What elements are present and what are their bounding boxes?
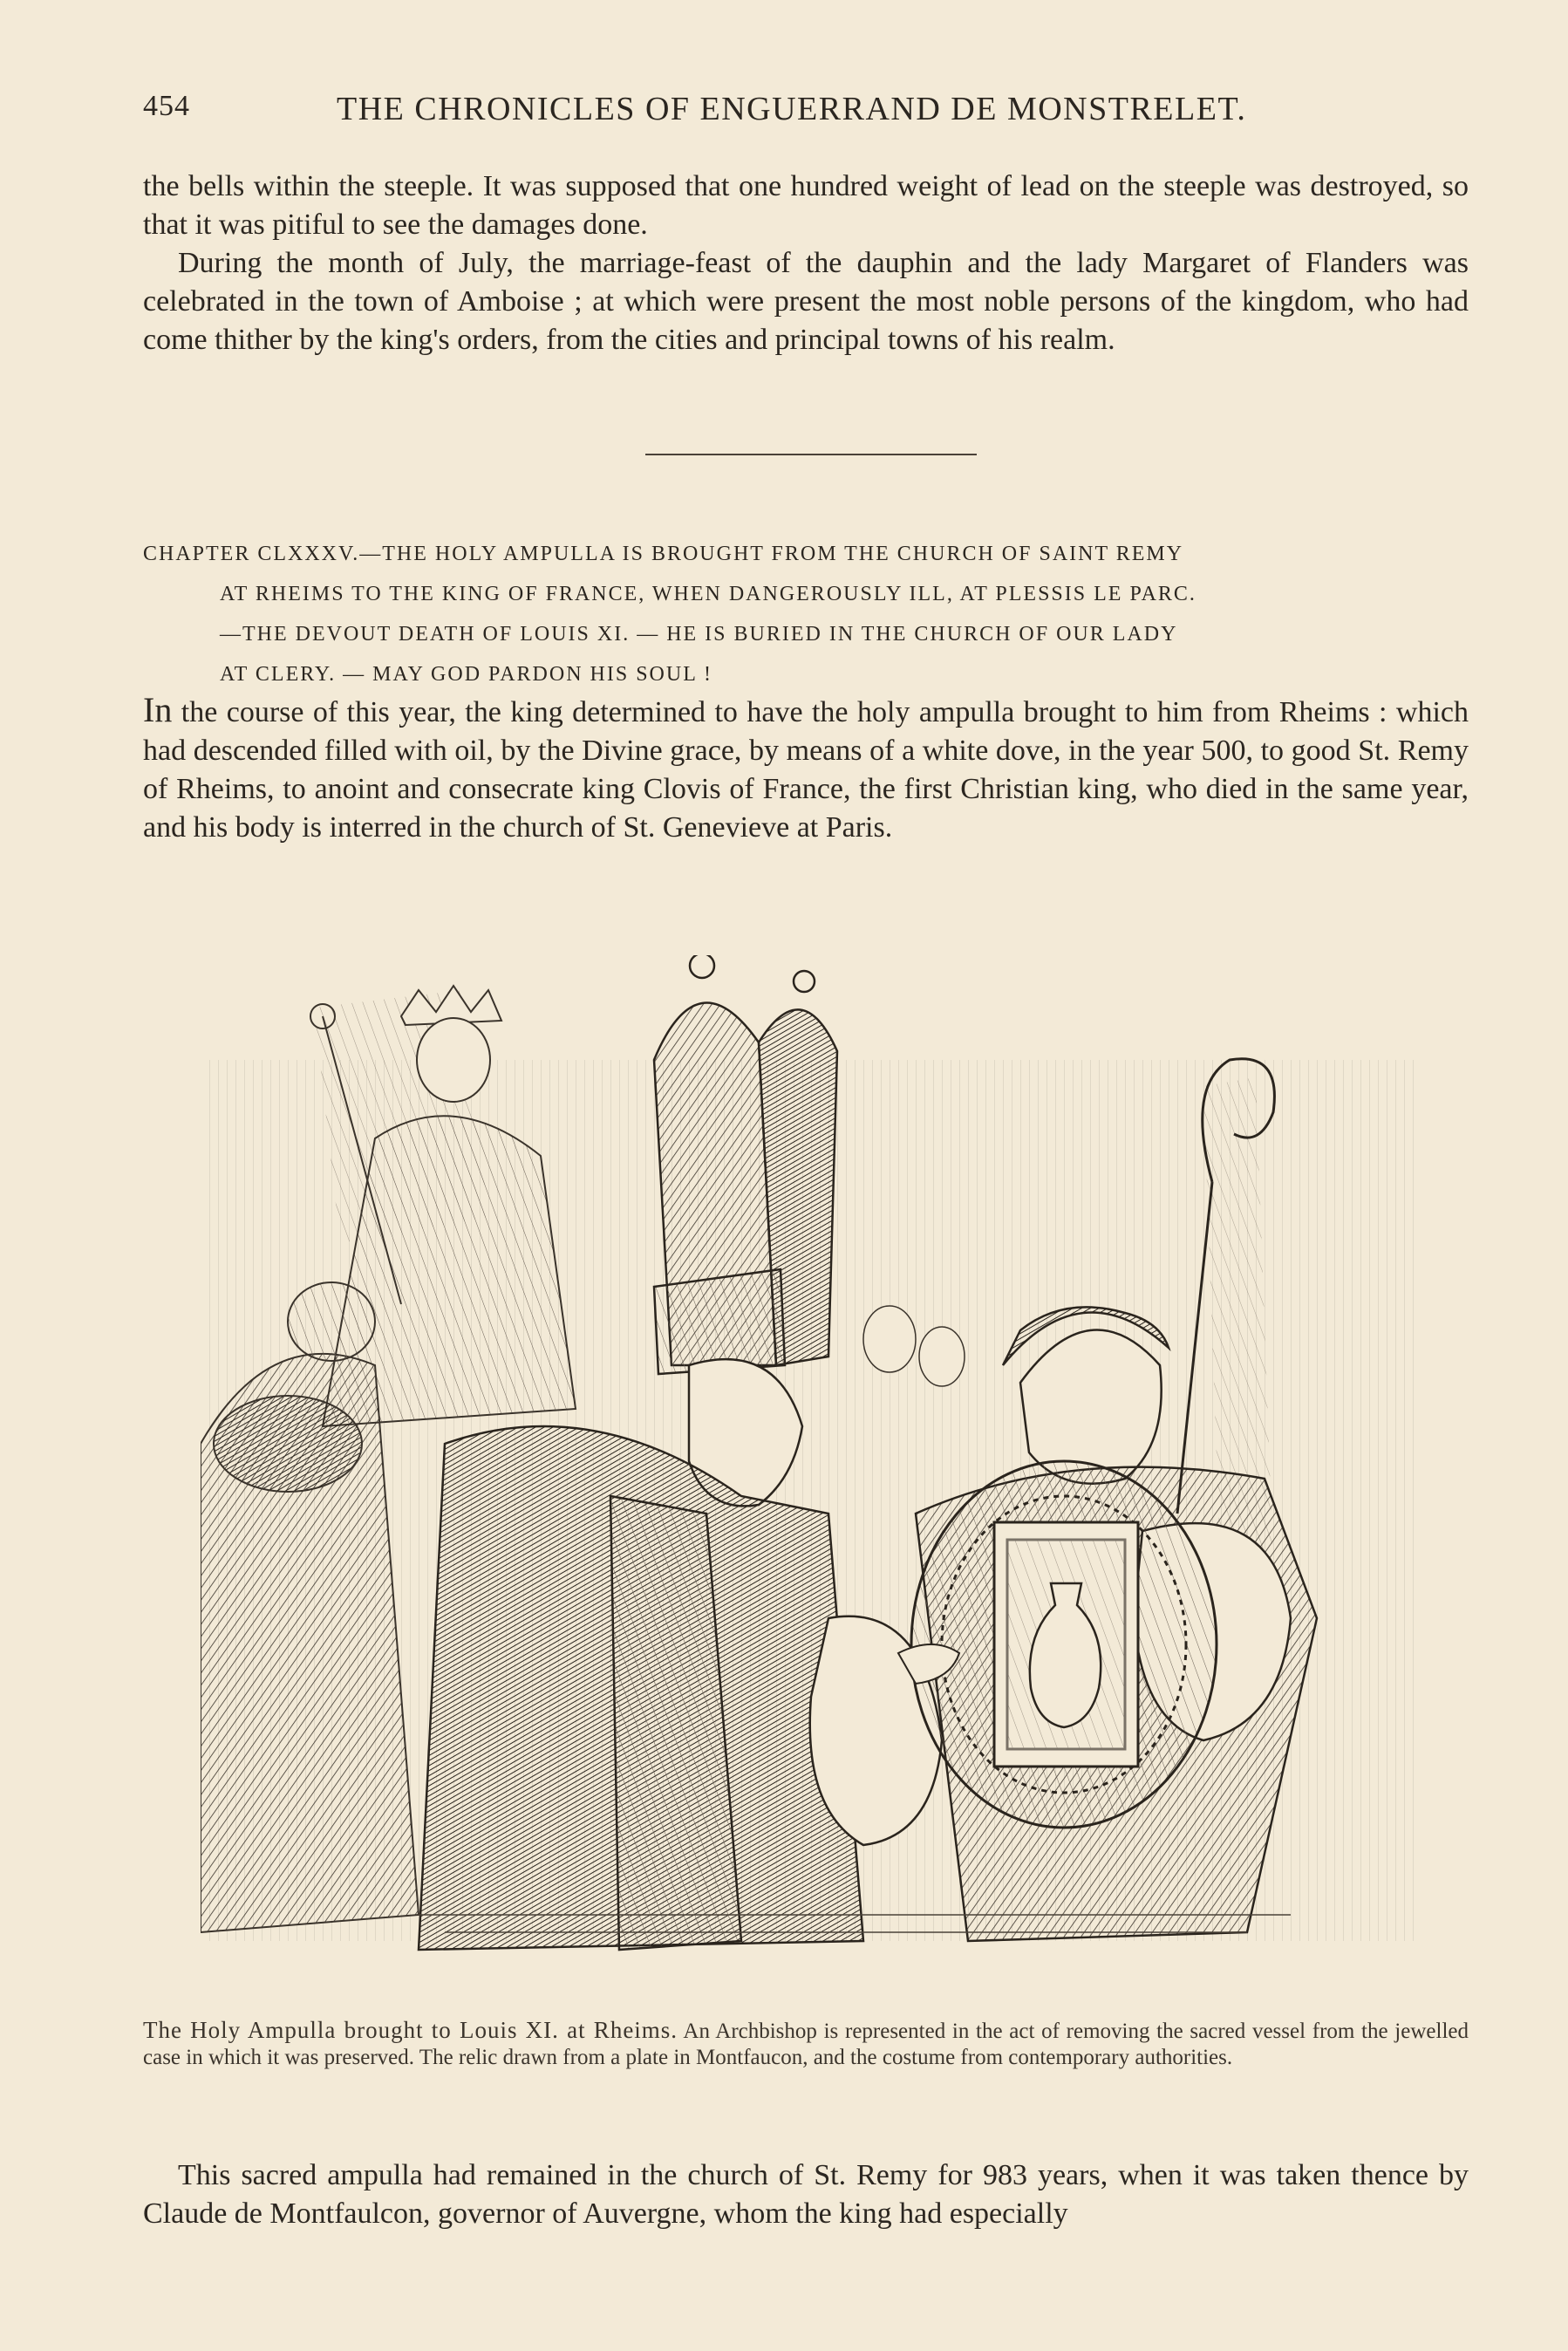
illustration-caption [143, 2017, 1469, 2071]
paragraph-983-years: This sacred ampulla had remained in the church of St. Remy for 983 years, when it was taken thence by Claude de Montfaulcon, governor of Auvergne, whom the king had especially [143, 2159, 1469, 2230]
dropcap: In [143, 690, 173, 729]
chapter-heading-line: CHAPTER CLXXXV.—THE HOLY AMPULLA IS BROUGHT FROM THE CHURCH OF SAINT REMY [143, 543, 1184, 565]
chapter-heading-line: AT RHEIMS TO THE KING OF FRANCE, WHEN DANGEROUSLY ILL, AT PLESSIS LE PARC. [220, 583, 1196, 605]
chapter-heading-line: AT CLERY. — MAY GOD PARDON HIS SOUL ! [220, 663, 712, 686]
opening-text [143, 167, 1469, 359]
paragraph-marriage-feast: During the month of July, the marriage-feast of the dauphin and the lady Margaret of Flanders was celebrated in the town of Amboise ; at which were present the most noble persons of the kingdom, who had come thither by the king's orders, from the cities and principal towns of his realm. [143, 247, 1469, 356]
chapter-heading [143, 534, 1469, 694]
paragraph-holy-ampulla [143, 691, 1469, 847]
page-number: 454 [143, 90, 190, 122]
closing-text [143, 2156, 1469, 2233]
page-header [143, 90, 1472, 133]
paragraph-bells: the bells within the steeple. It was supposed that one hundred weight of lead on the steeple was destroyed, so that it was pitiful to see the damages done. [143, 170, 1469, 241]
engraving-illustration [201, 955, 1439, 1967]
chapter-text [143, 691, 1469, 847]
paragraph-holy-ampulla-text: the course of this year, the king determined to have the holy ampulla brought to him from Rheims : which had descended filled with oil, by the Divine grace, by means of a white dove, in the year 500, to good St. Remy of Rheims, to anoint and consecrate king Clovis of France, the first Christian king, who died in the same year, and his body is interred in the church of St. Genevieve at Paris. [143, 696, 1469, 844]
caption-text: An Archbishop is represented in the act of removing the sacred vessel from the jewelled case in which it was preserved. The relic drawn from a plate in Montfaucon, and the costume from contemporary authorities. [143, 2020, 1469, 2069]
chapter-heading-line: —THE DEVOUT DEATH OF LOUIS XI. — HE IS BURIED IN THE CHURCH OF OUR LADY [220, 623, 1178, 646]
archbishop-mitre [654, 955, 837, 1374]
running-title: THE CHRONICLES OF ENGUERRAND DE MONSTRELET. [337, 91, 1247, 127]
caption-title: The Holy Ampulla brought to Louis XI. at Rheims. [143, 2017, 678, 2043]
section-divider [645, 454, 977, 455]
